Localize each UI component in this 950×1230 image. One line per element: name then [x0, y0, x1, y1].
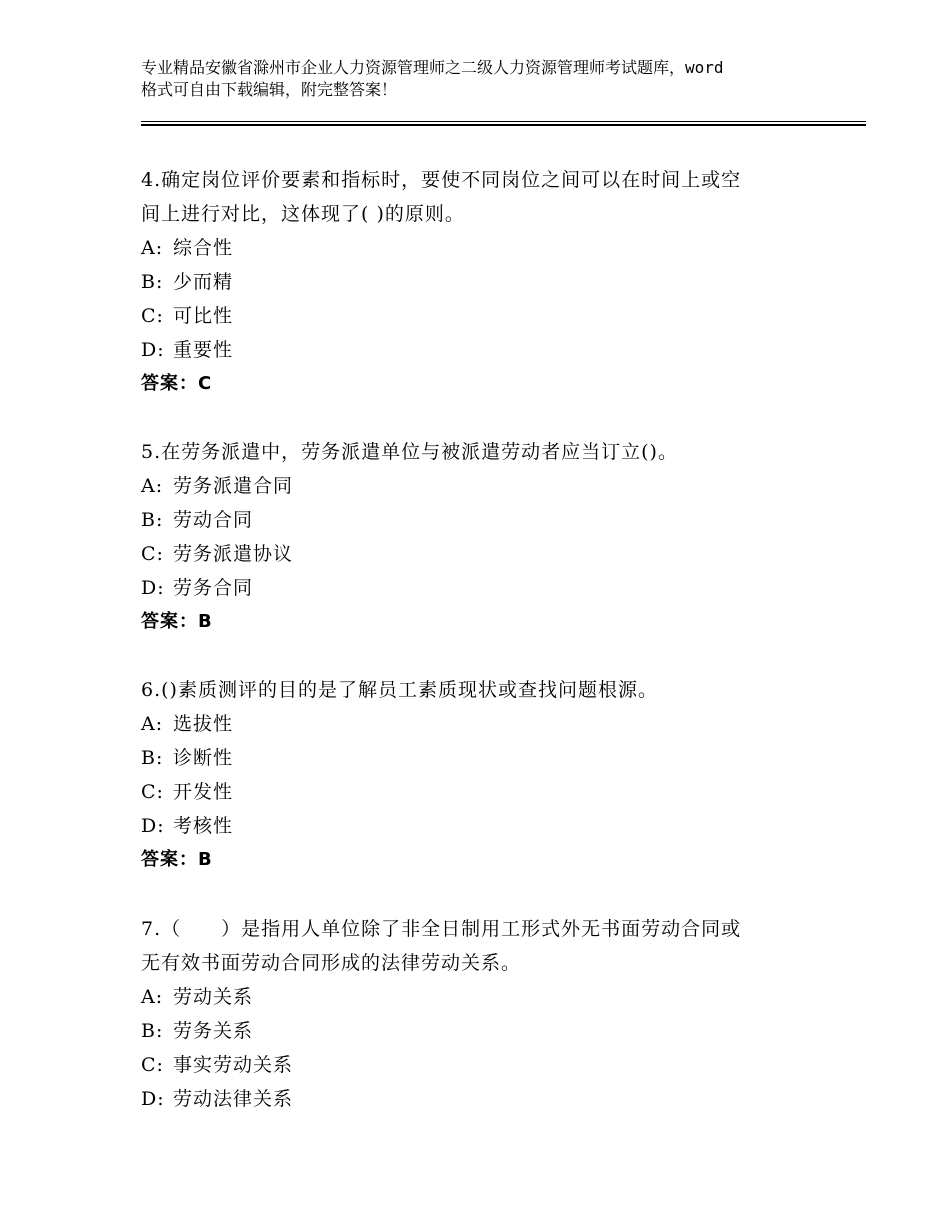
option-text: 综合性	[173, 237, 234, 259]
option-text: 劳动合同	[173, 509, 254, 531]
option-text: 劳务合同	[173, 577, 254, 599]
option-c	[141, 1048, 821, 1082]
option-d	[141, 333, 821, 367]
option-letter: B:	[141, 1020, 164, 1042]
question-7	[141, 912, 821, 1116]
option-letter: C:	[141, 781, 164, 803]
option-text: 事实劳动关系	[173, 1054, 294, 1076]
option-letter: D:	[141, 815, 165, 837]
stem-line: 7.（ ）是指用人单位除了非全日制用工形式外无书面劳动合同或	[141, 918, 742, 940]
option-text: 劳务派遣合同	[173, 475, 294, 497]
stem-line: 无有效书面劳动合同形成的法律劳动关系。	[141, 952, 522, 974]
header-line-1: 专业精品安徽省滁州市企业人力资源管理师之二级人力资源管理师考试题库，word	[141, 58, 724, 77]
option-text: 可比性	[173, 305, 234, 327]
option-text: 劳务关系	[173, 1020, 254, 1042]
option-a	[141, 231, 821, 265]
option-d	[141, 809, 821, 843]
option-letter: D:	[141, 577, 165, 599]
option-d	[141, 571, 821, 605]
question-stem	[141, 912, 821, 980]
option-a	[141, 980, 821, 1014]
stem-line: 5.在劳务派遣中，劳务派遣单位与被派遣劳动者应当订立()。	[141, 441, 678, 463]
question-stem	[141, 435, 821, 469]
option-a	[141, 707, 821, 741]
option-d	[141, 1082, 821, 1116]
question-6	[141, 673, 821, 877]
header-line-2: 格式可自由下载编辑，附完整答案！	[141, 80, 398, 99]
option-a	[141, 469, 821, 503]
stem-line: 4.确定岗位评价要素和指标时，要使不同岗位之间可以在时间上或空	[141, 169, 742, 191]
option-text: 重要性	[173, 339, 234, 361]
option-c	[141, 299, 821, 333]
option-text: 劳动关系	[173, 986, 254, 1008]
option-letter: B:	[141, 509, 164, 531]
answer-line: 答案：C	[141, 373, 213, 394]
option-text: 诊断性	[173, 747, 234, 769]
option-text: 开发性	[173, 781, 234, 803]
option-b	[141, 265, 821, 299]
option-letter: D:	[141, 339, 165, 361]
header-divider-thick	[141, 124, 866, 126]
answer-line: 答案：B	[141, 611, 213, 632]
option-b	[141, 741, 821, 775]
question-4	[141, 163, 821, 401]
option-c	[141, 775, 821, 809]
option-letter: D:	[141, 1088, 165, 1110]
document-header	[141, 57, 841, 101]
question-5	[141, 435, 821, 639]
option-letter: C:	[141, 1054, 164, 1076]
option-letter: B:	[141, 747, 164, 769]
option-letter: C:	[141, 305, 164, 327]
option-text: 少而精	[173, 271, 234, 293]
header-divider-thin	[141, 121, 866, 122]
question-stem	[141, 163, 821, 231]
option-letter: C:	[141, 543, 164, 565]
stem-line: 间上进行对比，这体现了( )的原则。	[141, 203, 465, 225]
option-c	[141, 537, 821, 571]
option-text: 劳务派遣协议	[173, 543, 294, 565]
option-text: 选拔性	[173, 713, 234, 735]
option-letter: A:	[141, 475, 164, 497]
option-letter: A:	[141, 986, 164, 1008]
option-letter: A:	[141, 237, 164, 259]
option-b	[141, 1014, 821, 1048]
stem-line: 6.()素质测评的目的是了解员工素质现状或查找问题根源。	[141, 679, 658, 701]
option-b	[141, 503, 821, 537]
question-stem	[141, 673, 821, 707]
answer-line: 答案：B	[141, 849, 213, 870]
option-letter: B:	[141, 271, 164, 293]
option-text: 劳动法律关系	[173, 1088, 294, 1110]
option-letter: A:	[141, 713, 164, 735]
option-text: 考核性	[173, 815, 234, 837]
